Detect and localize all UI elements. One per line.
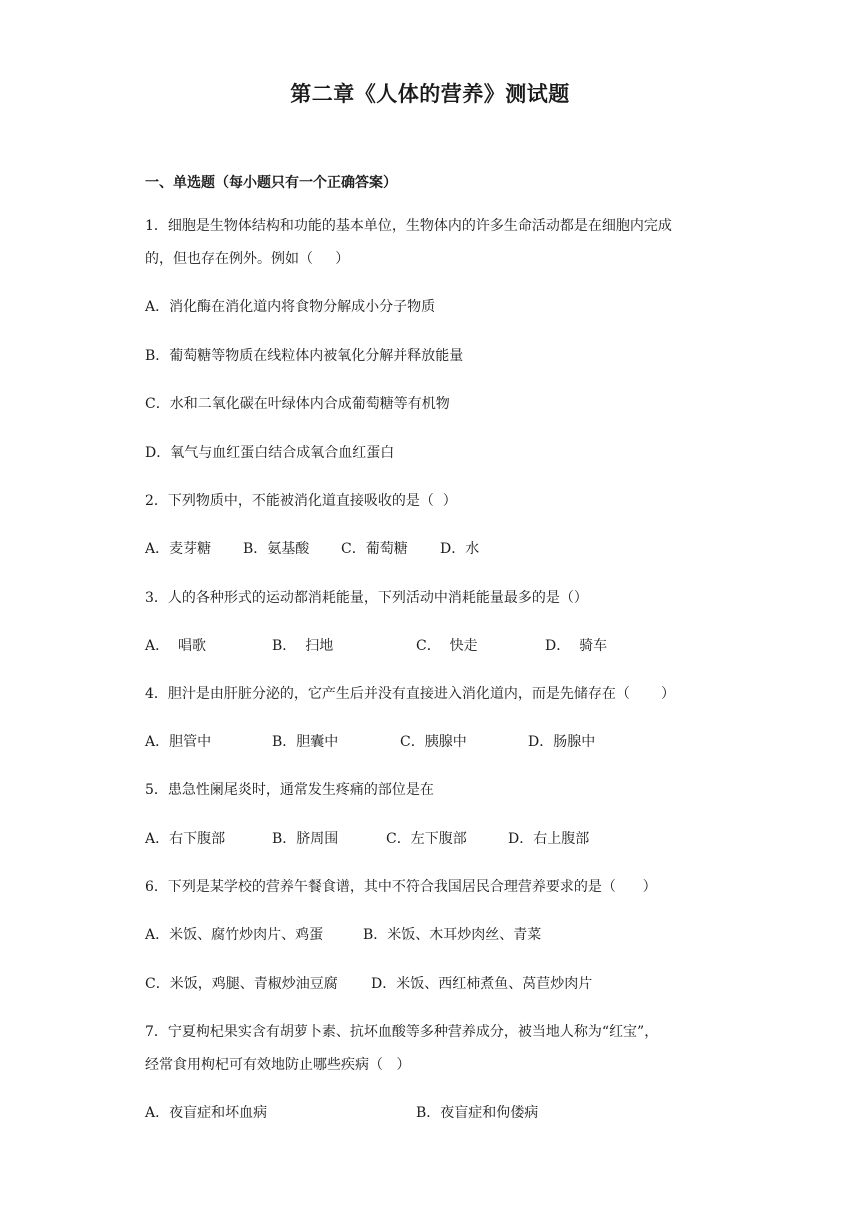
question-3-option-d: D． 骑车 [545,638,608,654]
question-6-option-d: D．米饭、西红柿煮鱼、莴苣炒肉片 [371,976,593,992]
question-7-stem-line1: 7．宁夏枸杞果实含有胡萝卜素、抗坏血酸等多种营养成分，被当地人称为“红宝”， [145,1024,659,1040]
question-2-option-c: C．葡萄糖 [341,541,408,557]
question-2-option-d: D．水 [440,541,480,557]
question-7-stem-line2: 经常食用枸杞可有效地防止哪些疾病（ ） [145,1057,411,1073]
question-3-stem: 3．人的各种形式的运动都消耗能量，下列活动中消耗能量最多的是（） [145,590,588,606]
question-4-option-c: C．胰腺中 [400,734,467,750]
question-3-option-b: B． 扫地 [272,638,334,654]
question-5-option-a: A．右下腹部 [145,831,226,847]
question-3-option-c: C． 快走 [416,638,478,654]
question-4-option-d: D．肠腺中 [528,734,596,750]
question-2-option-a: A．麦芽糖 [145,541,212,557]
question-5-option-d: D．右上腹部 [508,831,590,847]
question-1-option-d: D．氧气与血红蛋白结合成氧合血红蛋白 [145,445,395,461]
question-1-option-b: B．葡萄糖等物质在线粒体内被氧化分解并释放能量 [145,348,464,364]
question-1-option-c: C．水和二氧化碳在叶绿体内合成葡萄糖等有机物 [145,396,450,412]
question-6-stem: 6．下列是某学校的营养午餐食谱，其中不符合我国居民合理营养要求的是（ ） [145,879,657,895]
section-heading: 一、单选题（每小题只有一个正确答案） [145,175,397,191]
question-6-option-b: B．米饭、木耳炒肉丝、青菜 [363,927,542,943]
question-6-option-a: A．米饭、腐竹炒肉片、鸡蛋 [145,927,324,943]
question-4-stem: 4．胆汁是由肝脏分泌的，它产生后并没有直接进入消化道内，而是先储存在（ ） [145,686,676,702]
question-1-stem-line2: 的，但也存在例外。例如（ ） [145,251,350,267]
question-2-stem: 2．下列物质中，不能被消化道直接吸收的是（ ） [145,493,457,509]
question-1-option-a: A．消化酶在消化道内将食物分解成小分子物质 [145,299,436,315]
question-2-option-b: B．氨基酸 [243,541,310,557]
question-3-option-a: A． 唱歌 [145,638,207,654]
question-7-option-a: A．夜盲症和坏血病 [145,1105,268,1121]
question-5-option-b: B．脐周围 [272,831,339,847]
question-5-option-c: C．左下腹部 [386,831,467,847]
question-4-option-a: A．胆管中 [145,734,212,750]
question-7-option-b: B．夜盲症和佝偻病 [416,1105,539,1121]
question-4-option-b: B．胆囊中 [272,734,339,750]
question-1-stem-line1: 1．细胞是生物体结构和功能的基本单位，生物体内的许多生命活动都是在细胞内完成 [145,218,672,234]
question-5-stem: 5．患急性阑尾炎时，通常发生疼痛的部位是在 [145,782,434,798]
document-title: 第二章《人体的营养》测试题 [290,82,570,106]
question-6-option-c: C．米饭，鸡腿、青椒炒油豆腐 [145,976,338,992]
